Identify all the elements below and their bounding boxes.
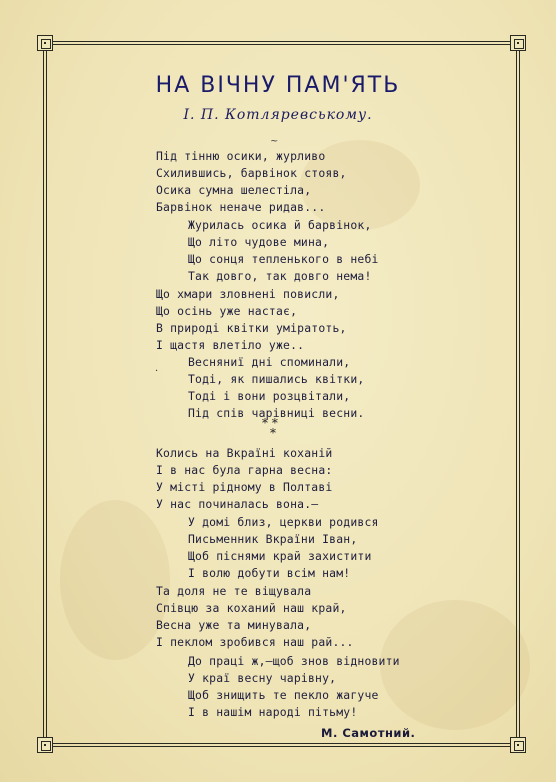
- poem-line: Весна уже та минувала,: [156, 618, 312, 632]
- poem-line: Барвінок неначе ридав...: [156, 200, 326, 214]
- poem-line: Письменник Вкраїни Іван,: [188, 532, 358, 546]
- poem-line: Співцю за коханий наш край,: [156, 601, 347, 615]
- corner-ornament-icon: [510, 737, 526, 753]
- poem-line: Що літо чудове мина,: [188, 235, 330, 249]
- poem-line: І в нас була гарна весна:: [156, 463, 333, 477]
- poem-line: У нас починалась вона.—: [156, 497, 319, 511]
- author-signature: М. Самотний.: [321, 726, 416, 740]
- poem-line: Щоб знищить те пекло жагуче: [188, 688, 379, 702]
- poem-title: НА ВІЧНУ ПАМ'ЯТЬ: [155, 73, 401, 98]
- poem-line: Що сонця тепленького в небі: [188, 252, 379, 266]
- ink-dot: ·: [155, 366, 159, 377]
- dedication: І. П. Котляревському.: [183, 107, 373, 123]
- poem-line: Щоб піснями край захистити: [188, 549, 372, 563]
- poem-line: І волю добути всім нам!: [188, 566, 351, 580]
- poem-line: Весняниї дні споминали,: [188, 355, 351, 369]
- poem-line: Під спів чарівниці весни.: [188, 406, 365, 420]
- poem-line: Схилившись, барвінок стояв,: [156, 166, 347, 180]
- poem-line: В природі квітки уміратоть,: [156, 321, 347, 335]
- title-ornament: ~: [270, 136, 279, 147]
- poem-line: До праці ж,—щоб знов відновити: [188, 654, 400, 668]
- poem-line: І в нашім народі пітьму!: [188, 705, 358, 719]
- poem-line: Що хмари зловнені повисли,: [156, 287, 340, 301]
- poem-line: І щастя влетіло уже..: [156, 338, 305, 352]
- poem-line: Під тінню осики, журливо: [156, 149, 326, 163]
- poem-line: Та доля не те віщувала: [156, 584, 312, 598]
- poem-line: Колись на Вкраїні коханій: [156, 446, 333, 460]
- poem-line: Журилась осика й барвінок,: [188, 218, 372, 232]
- poem-line: Тоді і вони розцвітали,: [188, 389, 351, 403]
- poem-line: У місті рідному в Полтаві: [156, 480, 333, 494]
- corner-ornament-icon: [510, 35, 526, 51]
- poem-line: Так довго, так довго нема!: [188, 269, 372, 283]
- corner-ornament-icon: [37, 737, 53, 753]
- stanza-separator: * * *: [262, 416, 278, 440]
- corner-ornament-icon: [37, 35, 53, 51]
- poem-line: У домі близ, церкви родився: [188, 515, 379, 529]
- poem-line: І пеклом зробився наш рай...: [156, 635, 354, 649]
- poem-line: Тоді, як пишались квітки,: [188, 372, 365, 386]
- poem-line: Що осінь уже настає,: [156, 304, 298, 318]
- poem-line: У краї весну чарівну,: [188, 671, 337, 685]
- poem-line: Осика сумна шелестіла,: [156, 183, 312, 197]
